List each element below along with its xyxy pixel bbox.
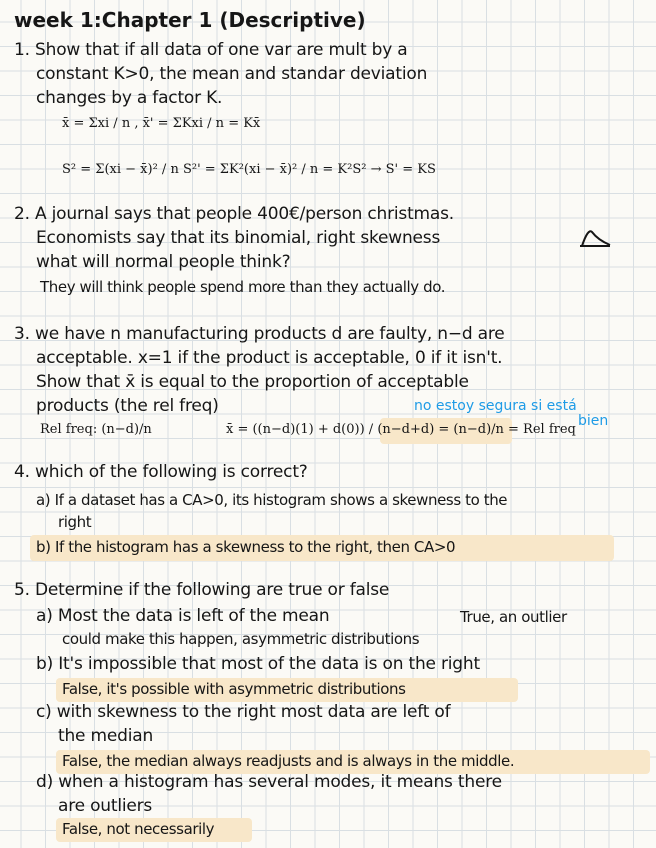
q3-rel-freq: Rel freq: (n−d)/n (40, 422, 152, 437)
q5-option-a-answer-2: could make this happen, asymmetric distributions (62, 630, 420, 648)
q5-option-d-answer: False, not necessarily (62, 820, 215, 838)
q1-line-3: changes by a factor K. (36, 88, 223, 108)
q5-option-d-line-1: d) when a histogram has several modes, it means there (36, 772, 502, 792)
q5-option-a-answer-1: True, an outlier (460, 608, 567, 626)
q2-line-2: Economists say that its binomial, right skewness (36, 228, 441, 248)
q4-option-a-line-1: a) If a dataset has a CA>0, its histogram shows a skewness to the (36, 491, 508, 509)
q4-option-b: b) If the histogram has a skewness to the right, then CA>0 (36, 538, 456, 556)
q5-option-b-answer: False, it's possible with asymmetric distributions (62, 680, 406, 698)
q2-line-3: what will normal people think? (36, 252, 291, 272)
q1-line-1: 1. Show that if all data of one var are mult by a (14, 40, 408, 60)
q5-line-1: 5. Determine if the following are true or false (14, 580, 390, 600)
q3-line-4: products (the rel freq) (36, 396, 219, 416)
q3-side-note-1: no estoy segura si está (414, 398, 577, 414)
q5-option-b: b) It's impossible that most of the data is on the right (36, 654, 480, 674)
q4-option-a-line-2: right (58, 513, 92, 531)
q4-line-1: 4. which of the following is correct? (14, 462, 308, 482)
q1-formula-mean: x̄ = Σxi / n , x̄' = ΣKxi / n = Kx̄ (62, 116, 261, 131)
q2-line-1: 2. A journal says that people 400€/person christmas. (14, 204, 454, 224)
q3-line-3: Show that x̄ is equal to the proportion of acceptable (36, 372, 469, 392)
q3-side-note-2: bien (578, 413, 609, 429)
q5-option-c-answer: False, the median always readjusts and is always in the middle. (62, 752, 515, 770)
q3-line-1: 3. we have n manufacturing products d are faulty, n−d are (14, 324, 505, 344)
page-title: week 1:Chapter 1 (Descriptive) (14, 8, 366, 32)
q5-option-c-line-2: the median (58, 726, 154, 746)
q1-formula-variance: S² = Σ(xi − x̄)² / n S²' = ΣK²(xi − x̄)² / n = K²S² → S' = KS (62, 162, 436, 177)
q3-line-2: acceptable. x=1 if the product is acceptable, 0 if it isn't. (36, 348, 503, 368)
q3-formula: x̄ = ((n−d)(1) + d(0)) / (n−d+d) = (n−d)/n = Rel freq (226, 422, 576, 437)
q2-answer: They will think people spend more than they actually do. (40, 278, 446, 296)
q5-option-c-line-1: c) with skewness to the right most data are left of (36, 702, 451, 722)
skewed-distribution-icon (578, 226, 612, 250)
q5-option-d-line-2: are outliers (58, 796, 153, 816)
q5-option-a: a) Most the data is left of the mean (36, 606, 330, 626)
q1-line-2: constant K>0, the mean and standar deviation (36, 64, 428, 84)
